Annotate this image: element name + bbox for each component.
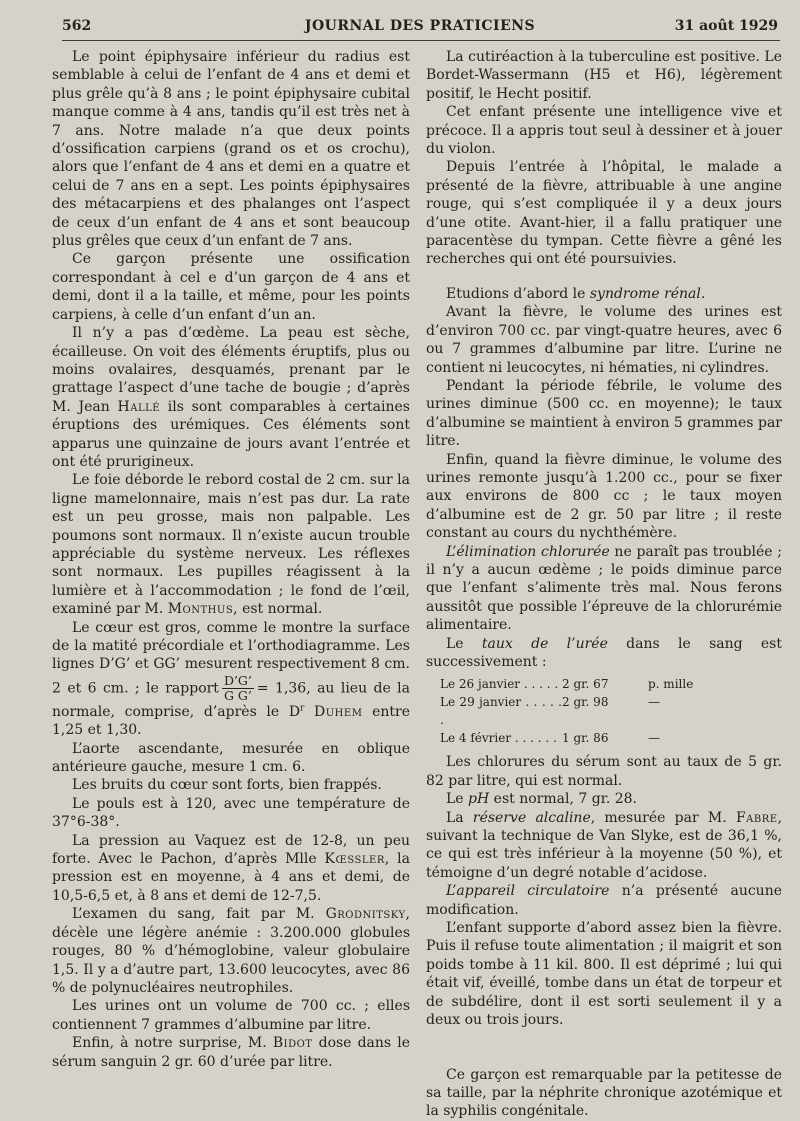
urea-table xyxy=(440,675,782,747)
paragraph: Les urines ont un volume de 700 cc. ; elles contiennent 7 grammes d’albumine par litre. xyxy=(52,998,410,1033)
paragraph: Le cœur est gros, comme le montre la surface de la matité précordiale et l’orthodiagramme. Les lignes D’G’ et GG’ mesurent respectivement 8 cm. 2 et 6 cm. ; le rapport $\frac{D’G’}{\text{G G’}}$ = 1,36, au lieu de la normale, comprise, d’après le $D^r$ Duhem entre 1,25 et 1,30. xyxy=(52,619,410,739)
table-row: Le 29 janvier . . . . . . 2 gr. 98 — xyxy=(440,695,660,728)
paragraph: L’examen du sang, fait par M. Grodnitsky, décèle une légère anémie : 3.200.000 globules rouges, 80 % d’hémoglobine, valeur globulaire 1,5. Il y a d’autre part, 13.600 leucocytes, avec 86 % de polynucléaires neutrophiles. xyxy=(52,906,410,996)
section-heading: Etudions d’abord le syndrome rénal. xyxy=(446,285,706,302)
paragraph: Depuis l’entrée à l’hôpital, le malade a présenté de la fièvre, attribuable à une angine rouge, qui s’est compliquée il y a deux jours d’une otite. Avant-hier, il a fallu pratiquer une paracentèse du tympan. Cette fièvre a gêné les recherches qui ont été poursuivies. xyxy=(426,159,782,268)
author-name: Hallé xyxy=(117,398,161,415)
issue-date: 31 août 1929 xyxy=(674,18,778,34)
author-name: Monthus xyxy=(167,601,234,618)
author-name: Grodnitsky xyxy=(325,906,406,923)
paragraph: Le pouls est à 120, avec une température de 37°6-38°. xyxy=(52,795,410,831)
paragraph: Ce garçon est remarquable par la petitesse de sa taille, par la néphrite chronique azotémique et la syphilis congénitale. xyxy=(426,1066,782,1120)
paragraph: Enfin, quand la fièvre diminue, le volume des urines remonte jusqu’à 1.200 cc., pour se fixer aux environs de 800 cc ; le taux moyen d’albumine est de 2 gr. 50 par litre ; il reste constant au cours du nychthémère. xyxy=(426,451,782,542)
paragraph: Avant la fièvre, le volume des urines est d’environ 700 cc. par vingt-quatre heures, avec 6 ou 7 grammes d’albumine par litre. L’urine ne contient ni leucocytes, ni hématies, ni cylindres. xyxy=(426,304,782,376)
header-rule xyxy=(62,40,780,41)
table-row: Le 4 février . . . . . . 1 gr. 86 — xyxy=(440,731,660,746)
page-header xyxy=(62,16,778,38)
right-column xyxy=(426,48,782,1121)
left-column xyxy=(52,48,410,1071)
page-number: 562 xyxy=(62,18,92,34)
paragraph: Cet enfant présente une intelligence vive et précoce. Il a appris tout seul à dessiner et à jouer du violon. xyxy=(426,104,782,158)
paragraph: La cutiréaction à la tuberculine est positive. Le Bordet-Wassermann (H5 et H6), légèrement positif, le Hecht positif. xyxy=(426,49,782,102)
paragraph: L’élimination chlorurée ne paraît pas troublée ; il n’y a aucun œdème ; le poids diminue parce que l’enfant s’alimente très mal. Nous ferons aussitôt que possible l’épreuve de la chlorurémie alimentaire. xyxy=(426,543,782,634)
paragraph: Le taux de l’urée dans le sang est successivement : xyxy=(426,635,782,670)
paragraph: Ce garçon présente une ossification correspondant à cel e d’un garçon de 4 ans et demi, dont il a la taille, et même, pour les points carpiens, à celle d’un enfant d’un an. xyxy=(52,251,410,323)
ratio-fraction: $\frac{D’G’}{\text{G G’}}$ xyxy=(223,672,252,703)
paragraph: Les bruits du cœur sont forts, bien frappés. xyxy=(72,777,382,794)
paragraph: Il n’y a pas d’œdème. La peau est sèche, écailleuse. On voit des éléments éruptifs, plus ou moins ovalaires, desquamés, prenant par le grattage l’aspect d’une tache de bougie ; d’après M. Jean Hallé ils sont comparables à certaines éruptions des urémiques. Ces éléments sont apparus une quinzaine de jours avant l’entrée et ont été prurigineux. xyxy=(52,325,410,470)
paragraph: L’aorte ascendante, mesurée en oblique antérieure gauche, mesure 1 cm. 6. xyxy=(52,740,410,776)
paragraph: Le foie déborde le rebord costal de 2 cm. sur la ligne mamelonnaire, mais n’est pas dur. La rate est un peu grosse, mais non palpable. Les poumons sont normaux. Il n’existe aucun trouble appréciable du système nerveux. Les réflexes sont normaux. Les pupilles réagissent à la lumière et à l’accommodation ; le fond de l’œil, examiné par M. Monthus, est normal. xyxy=(52,472,410,618)
journal-title: JOURNAL DES PRATICIENS xyxy=(304,18,536,34)
author-name: Bidot xyxy=(272,1035,313,1052)
author-name: Duhem xyxy=(314,703,363,720)
author-name: Fabre xyxy=(735,809,778,826)
paragraph: L’appareil circulatoire n’a présenté aucune modification. xyxy=(426,883,782,918)
paragraph: La pression au Vaquez est de 12-8, un peu forte. Avec le Pachon, d’après Mlle Kœssler, la pression est en moyenne, à 4 ans et demi, de 10,5-6,5 et, à 8 ans et demi de 12-7,5. xyxy=(52,832,410,904)
table-row: Le 26 janvier . . . . . 2 gr. 67 p. mille xyxy=(440,677,694,692)
paragraph: La réserve alcaline, mesurée par M. Fabre, suivant la technique de Van Slyke, est de 36,1 %, ce qui est très inférieur à la moyenne (50 %), et témoigne d’un degré notable d’acidose. xyxy=(426,809,783,881)
paragraph: Enfin, à notre surprise, M. Bidot dose dans le sérum sanguin 2 gr. 60 d’urée par litre. xyxy=(52,1035,411,1070)
paragraph: Les chlorures du sérum sont au taux de 5 gr. 82 par litre, qui est normal. xyxy=(426,754,782,789)
paragraph: Pendant la période fébrile, le volume des urines diminue (500 cc. en moyenne); le taux d’albumine se maintient à environ 5 grammes par litre. xyxy=(426,377,782,450)
paragraph: Le pH est normal, 7 gr. 28. xyxy=(446,791,637,808)
paragraph: L’enfant supporte d’abord assez bien la fièvre. Puis il refuse toute alimentation ; il maigrit et son poids tombe à 11 kil. 800. Il est déprimé ; lui qui était vif, éveillé, tombe dans un état de torpeur et de subdélire, dont il est sorti seulement il y a deux ou trois jours. xyxy=(426,920,782,1029)
paragraph: Le point épiphysaire inférieur du radius est semblable à celui de l’enfant de 4 ans et demi et plus grêle qu’à 8 ans ; le point épiphysaire cubital manque comme à 4 ans, tandis qu’il est très net à 7 ans. Notre malade n’a que deux points d’ossification carpiens (grand os et os crochu), alors que l’enfant de 4 ans et demi en a quatre et celui de 7 ans en a sept. Les points épiphysaires des métacarpiens et des phalanges ont l’aspect de ceux d’un enfant de 4 ans et sont beaucoup plus grêles que ceux d’un enfant de 7 ans. xyxy=(52,49,410,250)
author-name: Kœssler xyxy=(324,851,385,868)
